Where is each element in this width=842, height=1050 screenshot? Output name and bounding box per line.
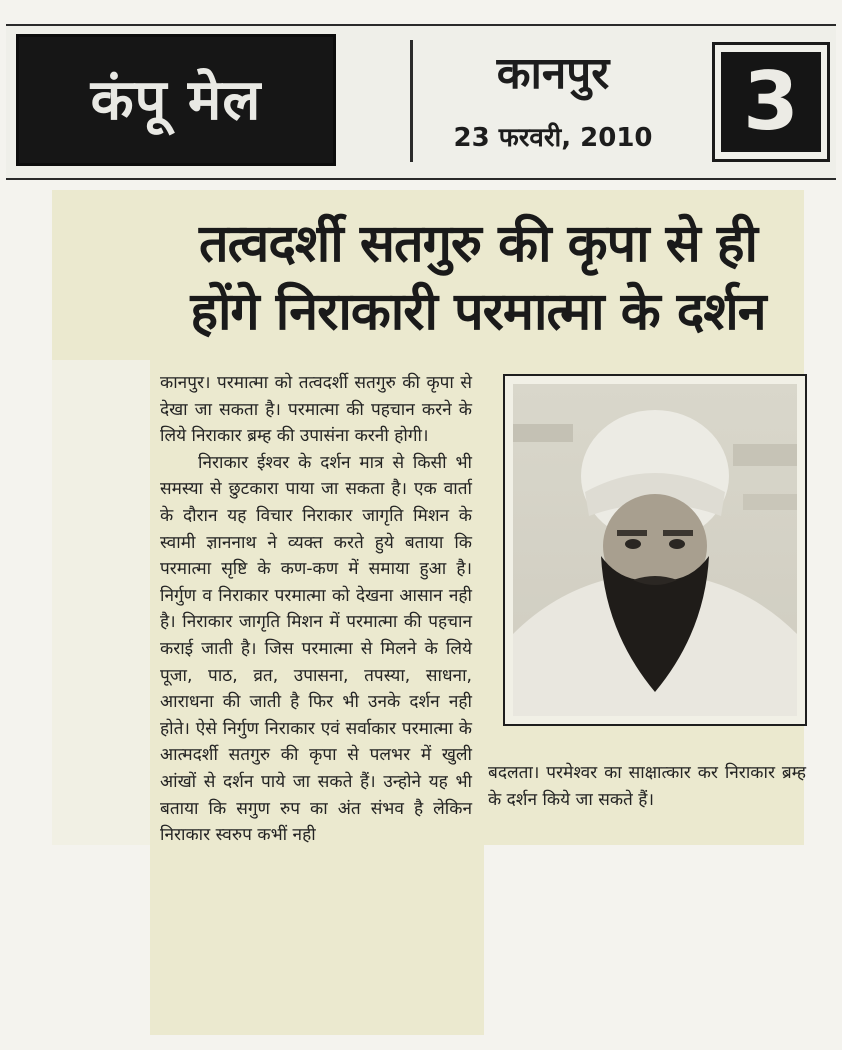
article-paragraph-2: निराकार ईश्वर के दर्शन मात्र से किसी भी समस्या से छुटकारा पाया जा सकता है। एक वार्ता के दौरान यह विचार निराकार जागृति मिशन के स्वामी ज्ञाननाथ ने व्यक्त करते हुये बताया कि परमात्मा सृष्टि के कण-कण में समाया हुआ है। निर्गुण व निराकार परमात्मा को देखना आसान नही है। निराकार जागृति मिशन में परमात्मा की पहचान कराई जाती है। जिस परमात्मा से मिलने के लिये पूजा, पाठ, व्रत, उपासना, तपस्या, साधना, आराधना की जाती है फिर भी उनके दर्शन नही होते। ऐसे निर्गुण निराकार एवं सर्वाकार परमात्मा के आत्मदर्शी सतगुरु की कृपा से पलभर में खुली आंखों से दर्शन पाये जा सकते हैं। उन्होने यह भी बताया कि सगुण रुप का अंत संभव है लेकिन निराकार स्वरुप कभीं नही: [160, 452, 472, 846]
edition-city: कानपुर: [496, 48, 610, 99]
page-number: 3: [743, 55, 799, 148]
clipping-margin: [52, 360, 150, 845]
headline-line-2: होंगे निराकारी परमात्मा के दर्शन: [190, 281, 766, 342]
newspaper-name: कंपू मेल: [90, 67, 262, 133]
masthead: [6, 24, 836, 180]
portrait-illustration: [513, 384, 797, 716]
article-headline: [148, 210, 808, 346]
headline-line-1: तत्वदर्शी सतगुरु की कृपा से ही: [198, 213, 758, 274]
portrait-photo: [513, 384, 797, 716]
newspaper-logo: [16, 34, 336, 166]
photo-frame: [503, 374, 807, 726]
article-paragraph-1: कानपुर। परमात्मा को तत्वदर्शी सतगुरु की कृपा से देखा जा सकता है। परमात्मा की पहचान करने के लिये निराकार ब्रम्ह की उपासंना करनी होगी।: [160, 373, 472, 447]
newspaper-clipping-tail: [150, 845, 484, 1035]
masthead-divider: [410, 40, 413, 162]
continuation-text: बदलता। परमेश्वर का साक्षात्कार कर निराकार ब्रम्ह के दर्शन किये जा सकते हैं।: [488, 763, 806, 810]
article-body: [160, 370, 472, 849]
article-continuation: [488, 760, 806, 813]
edition-date: 23 फरवरी, 2010: [453, 123, 653, 153]
page-number-box: [712, 42, 830, 162]
